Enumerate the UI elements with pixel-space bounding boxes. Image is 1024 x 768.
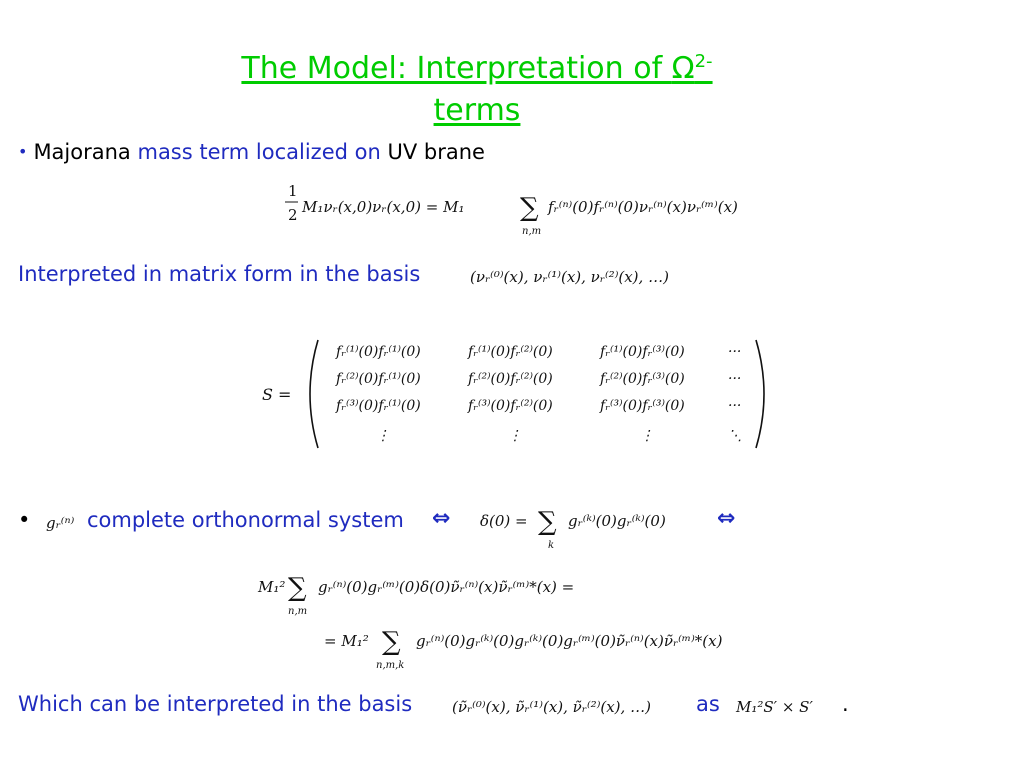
matrix-left-paren: [310, 340, 318, 448]
final-matrix-product-svg: [736, 692, 846, 720]
matrix-cell-r1-c2: fᵣ⁽¹⁾(0)fᵣ⁽²⁾(0): [468, 344, 553, 360]
delta-sum-sign: ∑: [538, 507, 557, 537]
final-basis-statement: Which can be interpreted in the basis: [18, 692, 413, 716]
eq2-line1-pre: M₁²: [258, 578, 286, 596]
basis-vector-text: (νᵣ⁽⁰⁾(x), νᵣ⁽¹⁾(x), νᵣ⁽²⁾(x), …): [470, 268, 669, 286]
eq2-line2-sum-sign: ∑: [382, 627, 401, 657]
bullet-majorana: [18, 138, 485, 168]
matrix-cell-r2-c1: fᵣ⁽²⁾(0)fᵣ⁽¹⁾(0): [336, 371, 421, 387]
half-numerator: 1: [288, 182, 298, 200]
final-period: .: [842, 692, 849, 716]
basis-vector-svg: [470, 262, 730, 290]
final-basis-vector: [452, 692, 692, 720]
matrix-cell-r4-c4: ⋱: [728, 428, 742, 444]
matrix-cell-r4-c1: ⋮: [376, 428, 390, 444]
eq2-line2-post: gᵣ⁽ⁿ⁾(0)gᵣ⁽ᵏ⁾(0)gᵣ⁽ᵏ⁾(0)gᵣ⁽ᵐ⁾(0)ν̃ᵣ⁽ⁿ⁾(x)ν̃ᵣ⁽ᵐ⁾*(x): [416, 632, 723, 650]
eq2-line2-subscript: n,m,k: [376, 660, 405, 671]
bullet-orthonormal: [18, 506, 30, 534]
matrix-cell-r2-c3: fᵣ⁽²⁾(0)fᵣ⁽³⁾(0): [600, 371, 685, 387]
final-basis-vector-svg: [452, 692, 692, 720]
title-line-2: terms: [433, 93, 521, 128]
matrix-cell-r3-c2: fᵣ⁽³⁾(0)fᵣ⁽²⁾(0): [468, 398, 553, 414]
matrix-cell-r3-c1: fᵣ⁽³⁾(0)fᵣ⁽¹⁾(0): [336, 398, 421, 414]
matrix-cell-r4-c2: ⋮: [508, 428, 522, 444]
matrix-cell-r3-c4: ···: [728, 398, 742, 414]
final-matrix-product-text: M₁²S′ × S′: [736, 698, 813, 716]
eq2-line2-pre: = M₁²: [324, 632, 369, 650]
matrix-s: [262, 336, 782, 452]
g-function-svg: [44, 500, 90, 540]
matrix-lhs: S =: [262, 385, 292, 404]
delta-equation-svg: [480, 502, 700, 556]
g-function-text: gᵣ⁽ⁿ⁾: [46, 514, 75, 532]
equation-mass-expansion: [258, 566, 798, 678]
equation-majorana-mass: [284, 180, 824, 240]
bullet-word-uv-brane: UV brane: [387, 140, 485, 164]
matrix-s-svg: [262, 336, 782, 452]
matrix-cell-r1-c3: fᵣ⁽¹⁾(0)fᵣ⁽³⁾(0): [600, 344, 685, 360]
orthonormal-text: complete orthonormal system: [87, 508, 404, 532]
bullet2-dot: •: [18, 508, 31, 532]
eq2-line1-subscript: n,m: [288, 606, 308, 617]
matrix-cell-r1-c4: ···: [728, 344, 742, 360]
slide-title: [212, 48, 742, 132]
eq1-lhs: M₁νᵣ(x,0)νᵣ(x,0) = M₁: [302, 198, 465, 216]
delta-equation: [480, 502, 700, 556]
matrix-right-paren: [756, 340, 764, 448]
final-matrix-product: [736, 692, 846, 720]
basis-vector: [470, 262, 730, 290]
bullet-word-majorana: Majorana: [33, 140, 131, 164]
equation-majorana-svg: [284, 180, 824, 240]
omega-symbol: Ω: [671, 51, 695, 86]
matrix-cell-r4-c3: ⋮: [640, 428, 654, 444]
bullet-dot: •: [18, 142, 28, 161]
final-basis-vector-text: (ν̃ᵣ⁽⁰⁾(x), ν̃ᵣ⁽¹⁾(x), ν̃ᵣ⁽²⁾(x), …): [452, 698, 651, 716]
matrix-cell-r2-c2: fᵣ⁽²⁾(0)fᵣ⁽²⁾(0): [468, 371, 553, 387]
equivalence-arrow-icon: ⇔: [432, 506, 451, 531]
eq1-rhs: fᵣ⁽ⁿ⁾(0)fᵣ⁽ⁿ⁾(0)νᵣ⁽ⁿ⁾(x)νᵣ⁽ᵐ⁾(x): [548, 198, 738, 216]
matrix-cell-r1-c1: fᵣ⁽¹⁾(0)fᵣ⁽¹⁾(0): [336, 344, 421, 360]
equivalence-arrow-2-icon: ⇔: [717, 506, 736, 531]
delta-rhs: gᵣ⁽ᵏ⁾(0)gᵣ⁽ᵏ⁾(0): [568, 512, 666, 530]
matrix-cell-r3-c3: fᵣ⁽³⁾(0)fᵣ⁽³⁾(0): [600, 398, 685, 414]
g-function-symbol: [44, 500, 90, 540]
basis-statement: Interpreted in matrix form in the basis: [18, 262, 421, 286]
bullet-word-mass-term: mass term localized on: [137, 140, 381, 164]
matrix-cell-r2-c4: ···: [728, 371, 742, 387]
matrix-cells: [335, 344, 742, 444]
delta-lhs: δ(0) =: [480, 512, 528, 530]
eq1-sum-sign: ∑: [520, 193, 539, 223]
equation-mass-expansion-svg: [258, 566, 798, 678]
title-prefix: The Model: Interpretation of: [241, 51, 672, 86]
title-line-1: [212, 48, 742, 90]
final-as-word: as: [696, 692, 720, 716]
eq2-line1-post: gᵣ⁽ⁿ⁾(0)gᵣ⁽ᵐ⁾(0)δ(0)ν̃ᵣ⁽ⁿ⁾(x)ν̃ᵣ⁽ᵐ⁾*(x) =: [318, 578, 575, 596]
title-superscript: 2-: [694, 51, 713, 72]
eq2-line1-sum-sign: ∑: [288, 573, 307, 603]
delta-sum-subscript: k: [548, 540, 555, 551]
eq1-sum-subscript: n,m: [522, 226, 542, 237]
half-denominator: 2: [288, 206, 298, 224]
